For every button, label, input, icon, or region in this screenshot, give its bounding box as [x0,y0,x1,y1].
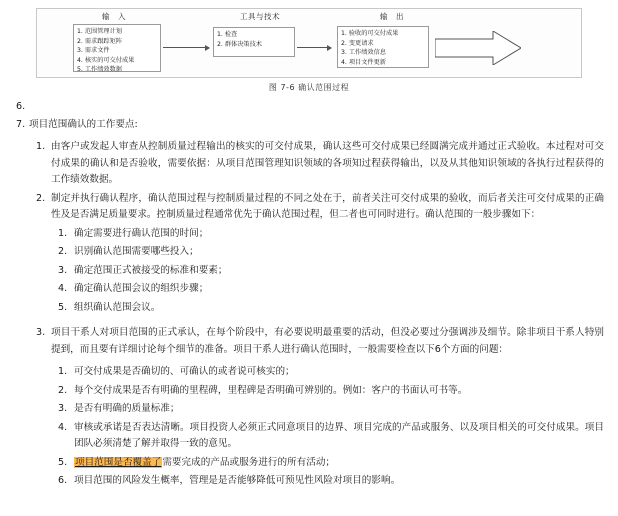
figure-arrow-input-to-tools [163,47,209,48]
figure-heading-tools: 工具与技术 [240,12,280,21]
highlighted-text: 项目范围是否覆盖了 [75,456,162,468]
outline-l2a-item-1-text: 确定需要进行确认范围的时间； [74,227,209,239]
outline-l2a-item-2-number: 2. [58,246,68,257]
document-body [14,99,604,490]
outline-l1-item-1-number: 1. [36,141,46,152]
outline-item-7-text: 项目范围确认的工作要点: [29,118,138,130]
figure-output-item-4: 4. 项目文件更新 [341,58,386,66]
outline-l2b-item-6-text: 项目范围的风险发生概率，管理是是否能够降低可预见性风险对项目的影响。 [74,475,401,486]
outline-l2b-item-3-text: 是否有明确的质量标准； [74,403,180,414]
figure-confirm-scope [14,8,604,93]
outline-l2a-item-4-text: 确定确认范围会议的组织步骤； [74,283,209,294]
outline-item-6: 6. [16,101,26,112]
figure-input-box [73,24,161,72]
outline-l1-item-2 [36,191,604,224]
outline-l2b-item-1 [58,364,604,381]
outline-l1-item-3-text: 项目干系人对项目范围的正式承认，在每个阶段中，有必要说明最重要的活动，但没必要过分强调涉及细节。除非项目干系人特别提到，而且要有详细讨论每个细节的准备。项目干系人进行确认范围时，一般需要检查以下6个方面的问题： [51,327,604,355]
outline-l1-item-3 [36,325,604,358]
outline-l1-item-1-text: 由客户或发起人审查从控制质量过程输出的核实的可交付成果，确认这些可交付成果已经圆满完成并通过正式验收。本过程对可交付成果的确认和是否验收，需要依据：从项目范围管理知识领域的各项知过程获得输出，以及从其他知识领域的各执行过程获得的工作绩效数据。 [51,141,604,185]
outline-l2a-item-5-number: 5. [58,301,68,313]
figure-tools-box [213,27,295,57]
figure-output-box [337,26,429,68]
outline-l2b-item-1-number: 1. [58,366,68,377]
figure-tools-item-1: 1. 检查 [217,31,238,38]
outline-l2b-item-2-number: 2. [58,384,68,396]
figure-tools-item-2: 2. 群体决策技术 [217,40,262,48]
figure-output-item-3: 3. 工作绩效信息 [341,49,386,57]
outline-l2b-item-5 [58,455,604,472]
outline-l2a-item-2-text: 识别确认范围需要哪些投入； [74,246,199,257]
outline-item-7 [16,117,604,134]
outline-l2b-item-6 [58,473,604,490]
outline-l2b-item-5-text-after: 需要完成的产品或服务进行的所有活动； [162,456,336,468]
figure-arrow-tools-to-output [297,47,331,48]
figure-input-item-1: 1. 范围管理计划 [77,28,122,35]
outline-l2a-item-5-text: 组织确认范围会议。 [74,301,161,313]
outline-l2b-item-4-text: 审核或承诺是否表达清晰。项目投资人必须正式同意项目的边界、项目完成的产品或服务、以及项目相关的可交付成果。项目团队必须清楚了解并取得一致的意见。 [74,421,604,449]
outline-l1-item-2-text: 制定并执行确认程序，确认范围过程与控制质量过程的不同之处在于，前者关注可交付成果的验收，而后者关注可交付成果的正确性及是否满足质量要求。控制质量过程通常优先于确认范围过程，但二者也可同时进行。确认范围的一般步骤如下： [51,192,604,220]
figure-input-item-2: 2. 需求跟踪矩阵 [77,37,122,45]
outline-item-7-number: 7. [16,118,26,130]
outline-l2b-item-4 [58,420,604,453]
outline-l1-item-1 [36,139,604,189]
figure-input-item-5: 5. 工作绩效数据 [77,66,122,74]
outline-l2a-item-3 [58,263,604,280]
outline-l2b-item-6-number: 6. [58,475,68,486]
outline-l2a-item-3-text: 确定范围正式被接受的标准和要素； [74,264,228,276]
outline-l2b-item-4-number: 4. [58,421,68,433]
figure-output-item-1: 1. 验收的可交付成果 [341,30,399,37]
figure-box [36,8,582,78]
outline-l2b-item-5-number: 5. [58,456,68,468]
outline-l2b-item-2 [58,383,604,400]
figure-large-arrow-icon [435,31,521,65]
outline-l2a-item-1-number: 1. [58,227,68,239]
figure-column-headings [37,11,581,23]
outline-l2a-item-2 [58,244,604,261]
spacer-2 [14,318,604,325]
outline-l2b-item-3 [58,401,604,418]
outline-l2a-item-4 [58,281,604,298]
outline-l2a-item-1 [58,226,604,243]
outline-l2b-item-3-number: 3. [58,403,68,414]
outline-l2b-item-1-text: 可交付成果是否确切的、可确认的或者说可核实的； [74,366,295,377]
outline-l1-item-2-number: 2. [36,192,46,204]
figure-output-item-2: 2. 变更请求 [341,39,374,47]
outline-l2a-item-4-number: 4. [58,283,68,294]
figure-caption: 图 7-6 确认范围过程 [268,83,350,92]
outline-l2b-item-2-text: 每个交付成果是否有明确的里程碑，里程碑是否明确可辨别的。例如：客户的书面认可书等。 [74,384,468,396]
outline-l2a-item-3-number: 3. [58,264,68,276]
figure-input-item-4: 4. 核实的可交付成果 [77,56,135,64]
outline-l1-item-3-number: 3. [36,327,46,338]
figure-heading-output: 输 出 [380,12,404,21]
figure-heading-input: 输 入 [102,12,126,21]
outline-l2b-item-5-text [74,455,604,472]
figure-input-item-3: 3. 需求文件 [77,47,110,55]
outline-l2a-item-5 [58,300,604,317]
